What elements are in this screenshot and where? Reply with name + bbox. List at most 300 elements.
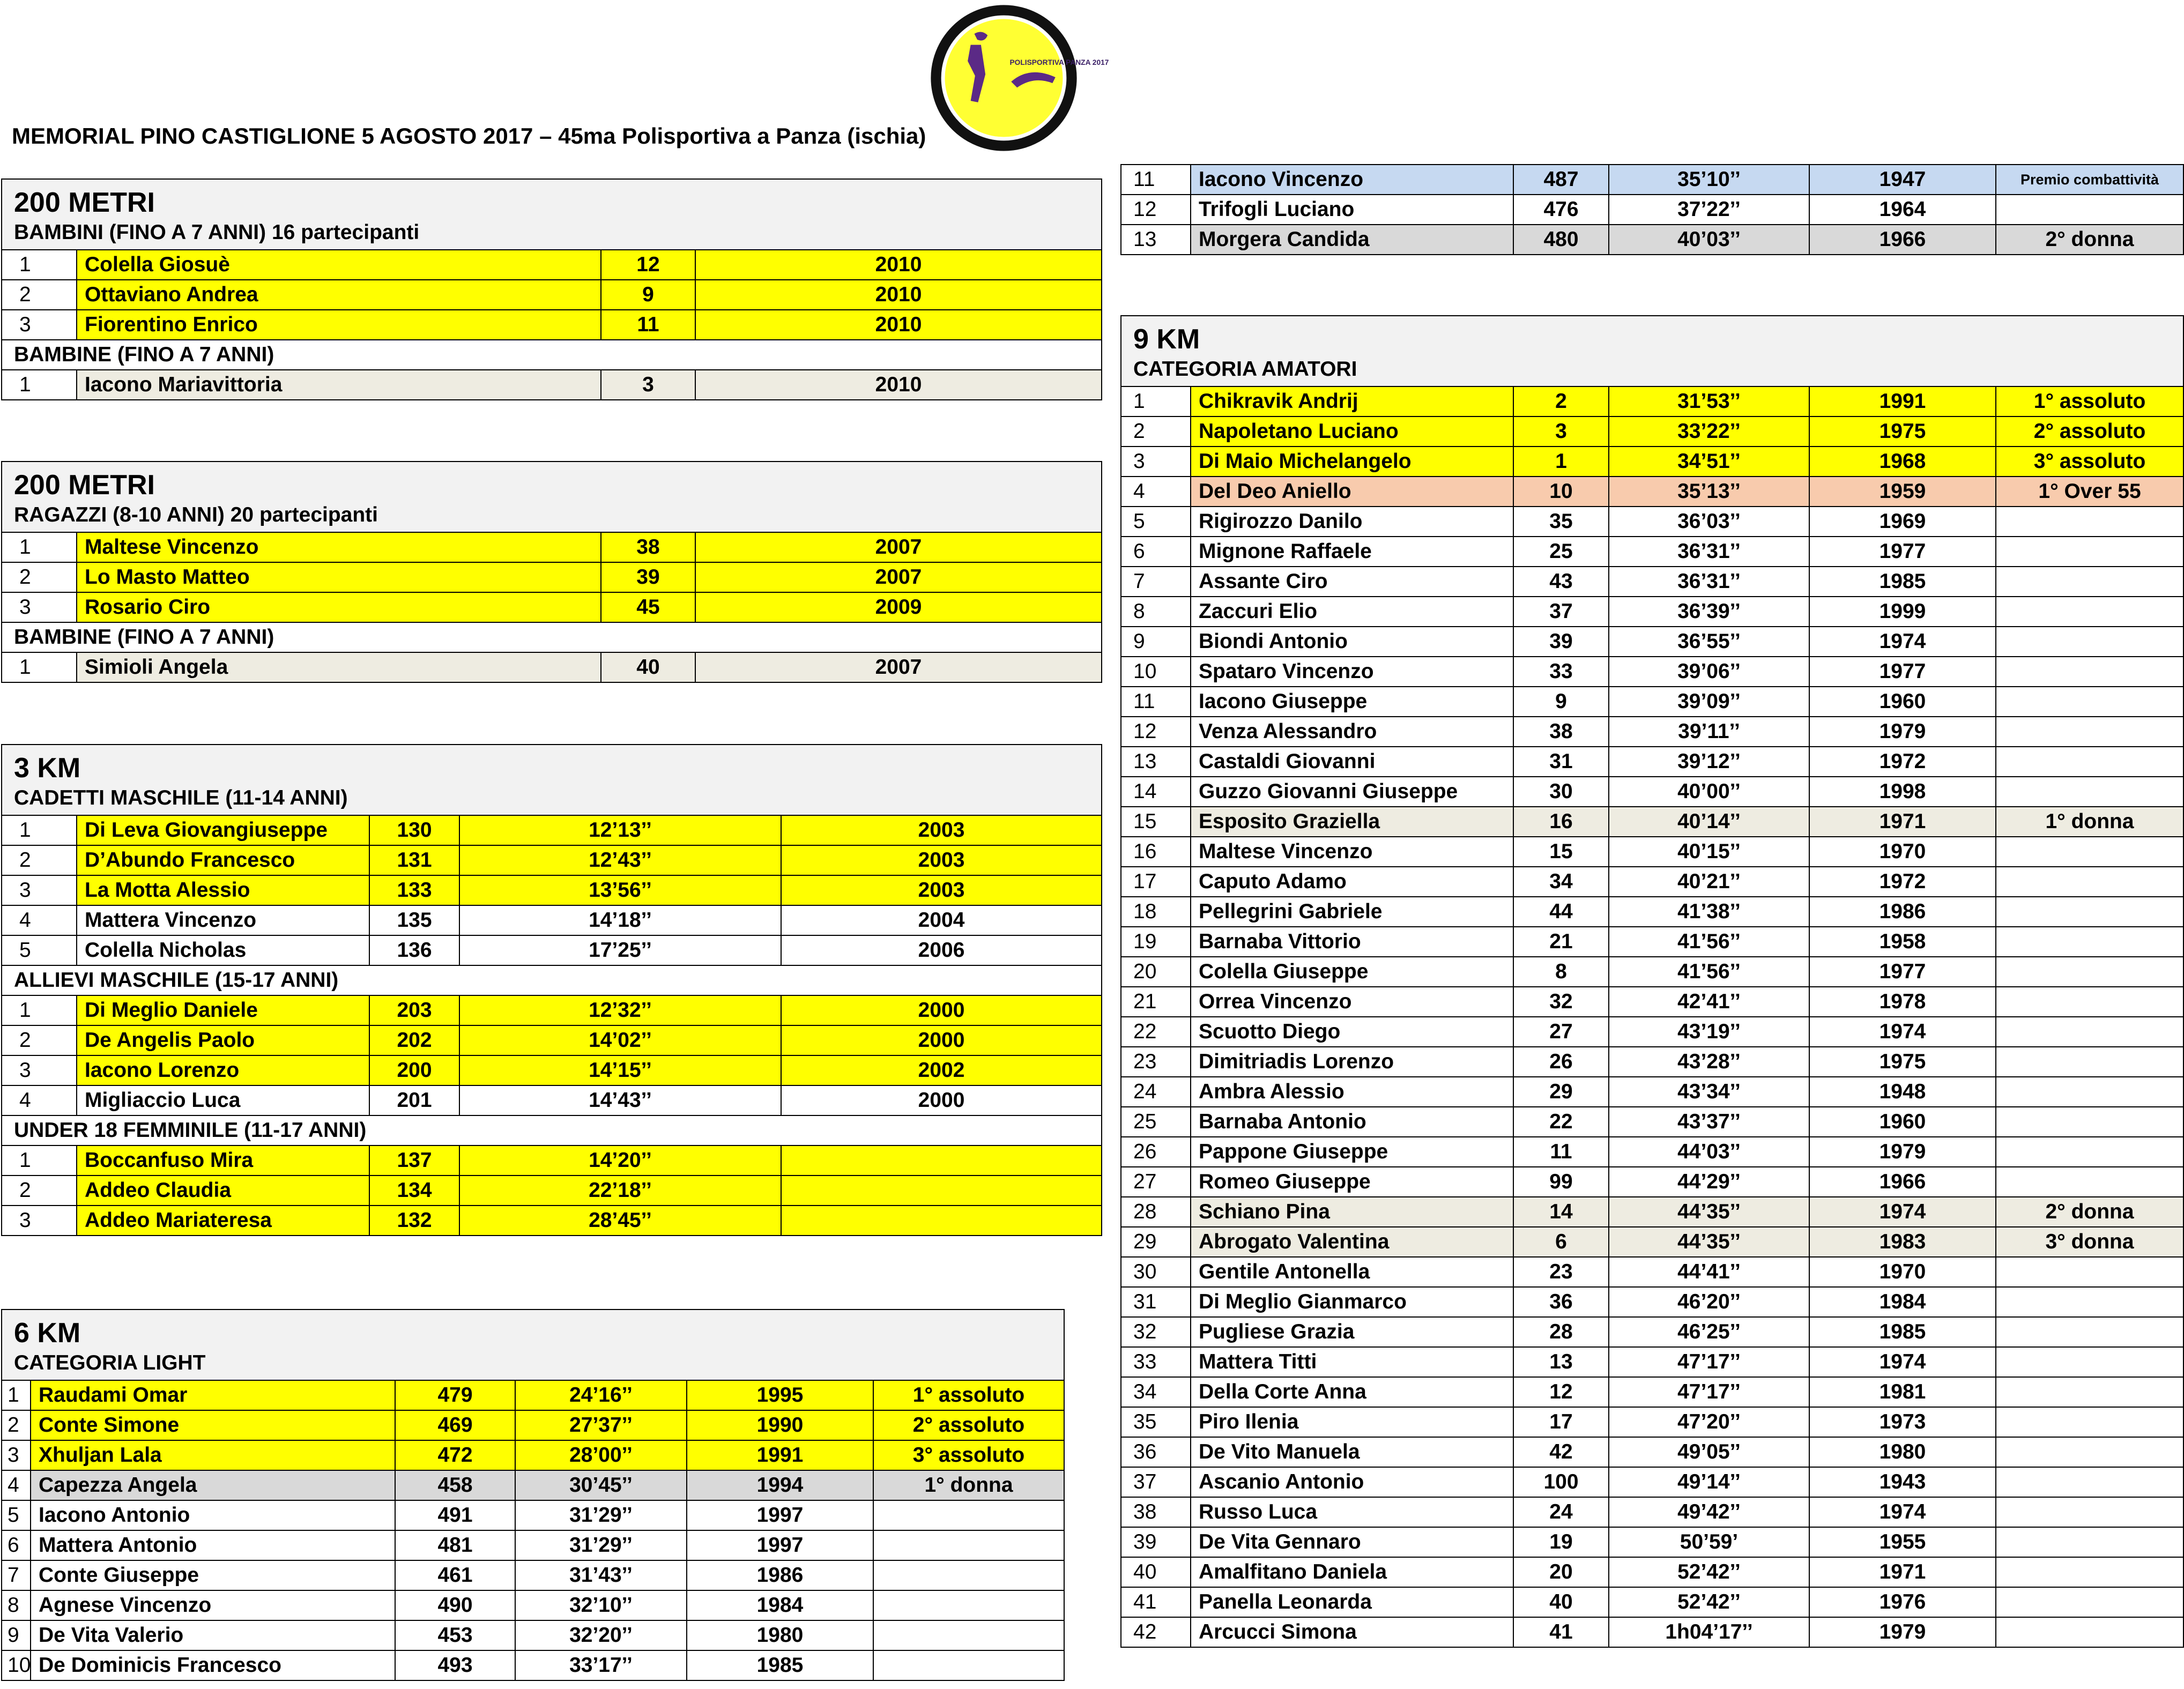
table-row [1121, 1137, 2183, 1167]
value-cell: 3° donna [1996, 1227, 2183, 1257]
value-cell: 1997 [687, 1530, 873, 1560]
value-cell: 1994 [687, 1470, 873, 1500]
value-cell: 11 [601, 310, 695, 340]
rank-cell: 11 [1121, 165, 1191, 195]
value-cell: 458 [395, 1470, 515, 1500]
table-row [1121, 987, 2183, 1017]
value-cell: 40’21’’ [1609, 867, 1809, 897]
value-cell [1996, 627, 2183, 657]
value-cell: 1975 [1809, 1047, 1996, 1077]
value-cell: 461 [395, 1560, 515, 1590]
value-cell: 40 [1513, 1587, 1609, 1617]
value-cell: 1995 [687, 1380, 873, 1410]
table-row [2, 1620, 1064, 1650]
value-cell: 3 [601, 370, 695, 400]
rank-cell: 8 [2, 1590, 31, 1620]
rank-cell: 3 [2, 1206, 77, 1236]
value-cell: 13’56’’ [459, 875, 781, 905]
value-cell: 12’32’’ [459, 995, 781, 1025]
rank-cell: 39 [1121, 1527, 1191, 1557]
value-cell: 491 [395, 1500, 515, 1530]
value-cell: 1948 [1809, 1077, 1996, 1107]
value-cell [1996, 537, 2183, 567]
page-title: MEMORIAL PINO CASTIGLIONE 5 AGOSTO 2017 – 45ma Polisportiva a Panza (ischia) [12, 123, 926, 148]
value-cell: 31’53’’ [1609, 386, 1809, 416]
name-cell: Assante Ciro [1191, 567, 1513, 597]
table-row [2, 592, 1102, 622]
value-cell: 36’31’’ [1609, 537, 1809, 567]
value-cell: 1958 [1809, 927, 1996, 957]
value-cell: 1955 [1809, 1527, 1996, 1557]
value-cell: 28’00’’ [515, 1440, 687, 1470]
rank-cell: 4 [2, 1085, 77, 1115]
table-row [2, 1650, 1064, 1680]
name-cell: Arcucci Simona [1191, 1617, 1513, 1647]
value-cell: 12’13’’ [459, 815, 781, 845]
value-cell: 36’39’’ [1609, 597, 1809, 627]
rank-cell: 25 [1121, 1107, 1191, 1137]
name-cell: De Vito Manuela [1191, 1437, 1513, 1467]
value-cell [1996, 1587, 2183, 1617]
value-cell [1996, 987, 2183, 1017]
name-cell: Di Meglio Gianmarco [1191, 1287, 1513, 1317]
value-cell: 49’42’’ [1609, 1497, 1809, 1527]
table-row [1121, 165, 2183, 195]
name-cell: Dimitriadis Lorenzo [1191, 1047, 1513, 1077]
value-cell: 1985 [1809, 567, 1996, 597]
table-row [1121, 537, 2183, 567]
value-cell: 8 [1513, 957, 1609, 987]
table-row [2, 875, 1102, 905]
rank-cell: 30 [1121, 1257, 1191, 1287]
value-cell: 2009 [695, 592, 1102, 622]
table-row [1121, 1527, 2183, 1557]
value-cell: 2007 [695, 562, 1102, 592]
value-cell: 43’28’’ [1609, 1047, 1809, 1077]
value-cell: 2007 [695, 532, 1102, 562]
name-cell: Schiano Pina [1191, 1197, 1513, 1227]
rank-cell: 22 [1121, 1017, 1191, 1047]
value-cell: 36’55’’ [1609, 627, 1809, 657]
rank-cell: 2 [2, 562, 77, 592]
value-cell: 38 [1513, 717, 1609, 747]
value-cell: 34’51’’ [1609, 447, 1809, 477]
value-cell: 1974 [1809, 1197, 1996, 1227]
name-cell: Caputo Adamo [1191, 867, 1513, 897]
rank-cell: 21 [1121, 987, 1191, 1017]
name-cell: Morgera Candida [1191, 225, 1513, 255]
name-cell: Iacono Giuseppe [1191, 687, 1513, 717]
rank-cell: 1 [1121, 386, 1191, 416]
value-cell: 44’41’’ [1609, 1257, 1809, 1287]
value-cell: 1966 [1809, 1167, 1996, 1197]
value-cell: 1974 [1809, 1017, 1996, 1047]
table-row [2, 1410, 1064, 1440]
name-cell: Iacono Lorenzo [77, 1055, 369, 1085]
value-cell: 44’35’’ [1609, 1227, 1809, 1257]
name-cell: Napoletano Luciano [1191, 416, 1513, 447]
value-cell: 472 [395, 1440, 515, 1470]
value-cell: 201 [369, 1085, 459, 1115]
value-cell: 1970 [1809, 837, 1996, 867]
value-cell: 1973 [1809, 1407, 1996, 1437]
value-cell: 2° assoluto [1996, 416, 2183, 447]
name-cell: Rosario Ciro [77, 592, 601, 622]
table-row [2, 995, 1102, 1025]
value-cell: 487 [1513, 165, 1609, 195]
table-row [2, 250, 1102, 280]
name-cell: De Vita Valerio [31, 1620, 395, 1650]
value-cell: 14’15’’ [459, 1055, 781, 1085]
table-3km [1, 744, 1102, 1236]
name-cell: Conte Giuseppe [31, 1560, 395, 1590]
value-cell: 41’56’’ [1609, 957, 1809, 987]
value-cell: 23 [1513, 1257, 1609, 1287]
value-cell: 24 [1513, 1497, 1609, 1527]
table-row [2, 845, 1102, 875]
value-cell: 31’29’’ [515, 1530, 687, 1560]
value-cell: 1977 [1809, 957, 1996, 987]
table-row [2, 1145, 1102, 1175]
value-cell [1996, 597, 2183, 627]
rank-cell: 16 [1121, 837, 1191, 867]
value-cell: 1972 [1809, 747, 1996, 777]
rank-cell: 7 [2, 1560, 31, 1590]
rank-cell: 12 [1121, 717, 1191, 747]
table-row [1121, 477, 2183, 507]
table-row [1121, 837, 2183, 867]
value-cell: 17 [1513, 1407, 1609, 1437]
value-cell [781, 1145, 1102, 1175]
value-cell [1996, 867, 2183, 897]
value-cell: 37 [1513, 597, 1609, 627]
value-cell [1996, 717, 2183, 747]
value-cell: 40’14’’ [1609, 807, 1809, 837]
name-cell: Boccanfuso Mira [77, 1145, 369, 1175]
category-label: BAMBINE (FINO A 7 ANNI) [2, 622, 1102, 652]
value-cell: 479 [395, 1380, 515, 1410]
value-cell: 14’18’’ [459, 905, 781, 935]
table-row [1121, 1257, 2183, 1287]
value-cell: 1999 [1809, 597, 1996, 627]
rank-cell: 1 [2, 250, 77, 280]
value-cell: 30 [1513, 777, 1609, 807]
rank-cell: 13 [1121, 747, 1191, 777]
name-cell: Venza Alessandro [1191, 717, 1513, 747]
table-row [2, 905, 1102, 935]
name-cell: Capezza Angela [31, 1470, 395, 1500]
value-cell: 47’20’’ [1609, 1407, 1809, 1437]
table-200m-bambini [1, 178, 1102, 400]
table-row [2, 652, 1102, 682]
rank-cell: 2 [2, 280, 77, 310]
value-cell: 40 [601, 652, 695, 682]
table-row [1121, 597, 2183, 627]
value-cell: 131 [369, 845, 459, 875]
name-cell: Di Meglio Daniele [77, 995, 369, 1025]
rank-cell: 13 [1121, 225, 1191, 255]
value-cell: 47’17’’ [1609, 1377, 1809, 1407]
value-cell: 2004 [781, 905, 1102, 935]
value-cell: 1998 [1809, 777, 1996, 807]
value-cell [1996, 195, 2183, 225]
value-cell [1996, 1527, 2183, 1557]
name-cell: Pugliese Grazia [1191, 1317, 1513, 1347]
value-cell: 1984 [1809, 1287, 1996, 1317]
rank-cell: 2 [2, 1410, 31, 1440]
rank-cell: 38 [1121, 1497, 1191, 1527]
value-cell: 137 [369, 1145, 459, 1175]
table-row [1121, 1377, 2183, 1407]
category-label: BAMBINE (FINO A 7 ANNI) [2, 340, 1102, 370]
rank-cell: 3 [2, 1440, 31, 1470]
category-row [2, 1115, 1102, 1145]
rank-cell: 5 [2, 935, 77, 965]
value-cell: 100 [1513, 1467, 1609, 1497]
name-cell: Guzzo Giovanni Giuseppe [1191, 777, 1513, 807]
value-cell: 35 [1513, 507, 1609, 537]
rank-cell: 7 [1121, 567, 1191, 597]
value-cell: 31’43’’ [515, 1560, 687, 1590]
table-row [1121, 687, 2183, 717]
rank-cell: 2 [2, 1175, 77, 1206]
value-cell: 9 [1513, 687, 1609, 717]
table-row [1121, 1347, 2183, 1377]
value-cell: 27’37’’ [515, 1410, 687, 1440]
value-cell: 1968 [1809, 447, 1996, 477]
value-cell [1996, 1557, 2183, 1587]
value-cell: 1990 [687, 1410, 873, 1440]
value-cell: 30’45’’ [515, 1470, 687, 1500]
value-cell: 99 [1513, 1167, 1609, 1197]
name-cell: Zaccuri Elio [1191, 597, 1513, 627]
table-row [2, 935, 1102, 965]
value-cell: 1980 [1809, 1437, 1996, 1467]
name-cell: Ambra Alessio [1191, 1077, 1513, 1107]
value-cell: 31 [1513, 747, 1609, 777]
table-row [2, 1055, 1102, 1085]
value-cell: 42 [1513, 1437, 1609, 1467]
table-row [1121, 957, 2183, 987]
rank-cell: 42 [1121, 1617, 1191, 1647]
value-cell: 41’56’’ [1609, 927, 1809, 957]
value-cell: 1959 [1809, 477, 1996, 507]
value-cell: 43 [1513, 567, 1609, 597]
rank-cell: 14 [1121, 777, 1191, 807]
table-200m-ragazzi [1, 461, 1102, 683]
rank-cell: 15 [1121, 807, 1191, 837]
table-row [2, 370, 1102, 400]
value-cell: 2003 [781, 815, 1102, 845]
name-cell: Romeo Giuseppe [1191, 1167, 1513, 1197]
table-row [2, 1500, 1064, 1530]
value-cell: 1981 [1809, 1377, 1996, 1407]
value-cell: 480 [1513, 225, 1609, 255]
name-cell: Spataro Vincenzo [1191, 657, 1513, 687]
value-cell: 36 [1513, 1287, 1609, 1317]
table-row [1121, 416, 2183, 447]
name-cell: Mattera Antonio [31, 1530, 395, 1560]
name-cell: Esposito Graziella [1191, 807, 1513, 837]
name-cell: De Dominicis Francesco [31, 1650, 395, 1680]
table-row [1121, 927, 2183, 957]
value-cell [781, 1206, 1102, 1236]
table-row [1121, 1077, 2183, 1107]
name-cell: Raudami Omar [31, 1380, 395, 1410]
table-row [2, 1590, 1064, 1620]
table-row [1121, 1407, 2183, 1437]
value-cell: 6 [1513, 1227, 1609, 1257]
value-cell [873, 1500, 1064, 1530]
category-label: UNDER 18 FEMMINILE (11-17 ANNI) [2, 1115, 1102, 1145]
value-cell: 12’43’’ [459, 845, 781, 875]
value-cell: 45 [601, 592, 695, 622]
value-cell [873, 1590, 1064, 1620]
rank-cell: 29 [1121, 1227, 1191, 1257]
value-cell: 41 [1513, 1617, 1609, 1647]
value-cell: 39’06’’ [1609, 657, 1809, 687]
value-cell: 40’00’’ [1609, 777, 1809, 807]
name-cell: Simioli Angela [77, 652, 601, 682]
rank-cell: 37 [1121, 1467, 1191, 1497]
value-cell: 3° assoluto [1996, 447, 2183, 477]
table-row [1121, 867, 2183, 897]
value-cell: 14’20’’ [459, 1145, 781, 1175]
name-cell: Maltese Vincenzo [77, 532, 601, 562]
value-cell: 36’03’’ [1609, 507, 1809, 537]
rank-cell: 40 [1121, 1557, 1191, 1587]
name-cell: Mattera Vincenzo [77, 905, 369, 935]
name-cell: Di Leva Giovangiuseppe [77, 815, 369, 845]
value-cell: 52’42’’ [1609, 1557, 1809, 1587]
value-cell: 32 [1513, 987, 1609, 1017]
value-cell: 33 [1513, 657, 1609, 687]
section-header: 6 KM CATEGORIA LIGHT [2, 1309, 1064, 1380]
rank-cell: 2 [2, 1025, 77, 1055]
value-cell [1996, 657, 2183, 687]
rank-cell: 1 [2, 532, 77, 562]
name-cell: Pappone Giuseppe [1191, 1137, 1513, 1167]
value-cell: 33’17’’ [515, 1650, 687, 1680]
value-cell: 2000 [781, 995, 1102, 1025]
rank-cell: 36 [1121, 1437, 1191, 1467]
value-cell: 1974 [1809, 1497, 1996, 1527]
section-header: 200 METRI RAGAZZI (8-10 ANNI) 20 partecipanti [2, 462, 1102, 532]
name-cell: Barnaba Antonio [1191, 1107, 1513, 1137]
value-cell: 12 [601, 250, 695, 280]
value-cell: 1984 [687, 1590, 873, 1620]
rank-cell: 12 [1121, 195, 1191, 225]
table-row [2, 1206, 1102, 1236]
value-cell: 35’13’’ [1609, 477, 1809, 507]
name-cell: Iacono Mariavittoria [77, 370, 601, 400]
value-cell: 1985 [687, 1650, 873, 1680]
value-cell [1996, 897, 2183, 927]
value-cell: 41’38’’ [1609, 897, 1809, 927]
table-row [1121, 717, 2183, 747]
rank-cell: 1 [2, 815, 77, 845]
table-row [1121, 1467, 2183, 1497]
table-row [2, 1470, 1064, 1500]
value-cell: 1983 [1809, 1227, 1996, 1257]
value-cell [1996, 1467, 2183, 1497]
value-cell: 1969 [1809, 507, 1996, 537]
name-cell: Xhuljan Lala [31, 1440, 395, 1470]
name-cell: Castaldi Giovanni [1191, 747, 1513, 777]
name-cell: Maltese Vincenzo [1191, 837, 1513, 867]
table-row [1121, 507, 2183, 537]
value-cell [1996, 1287, 2183, 1317]
table-6km [1, 1309, 1065, 1681]
rank-cell: 28 [1121, 1197, 1191, 1227]
value-cell: 1h04’17’’ [1609, 1617, 1809, 1647]
value-cell: 46’25’’ [1609, 1317, 1809, 1347]
value-cell: 33’22’’ [1609, 416, 1809, 447]
table-row [1121, 1167, 2183, 1197]
name-cell: De Angelis Paolo [77, 1025, 369, 1055]
value-cell: 1947 [1809, 165, 1996, 195]
rank-cell: 3 [2, 310, 77, 340]
rank-cell: 9 [2, 1620, 31, 1650]
value-cell [1996, 687, 2183, 717]
value-cell: 39’11’’ [1609, 717, 1809, 747]
value-cell: 1964 [1809, 195, 1996, 225]
rank-cell: 8 [1121, 597, 1191, 627]
table-row [1121, 1107, 2183, 1137]
table-row [1121, 225, 2183, 255]
table-row [1121, 657, 2183, 687]
value-cell: 14 [1513, 1197, 1609, 1227]
value-cell: 32’20’’ [515, 1620, 687, 1650]
table-row [1121, 1017, 2183, 1047]
value-cell: 1980 [687, 1620, 873, 1650]
value-cell: 1972 [1809, 867, 1996, 897]
value-cell: 3 [1513, 416, 1609, 447]
table-9km [1120, 315, 2184, 1648]
table-row [2, 1440, 1064, 1470]
table-row [1121, 195, 2183, 225]
value-cell [1996, 1377, 2183, 1407]
category-row [2, 622, 1102, 652]
rank-cell: 18 [1121, 897, 1191, 927]
value-cell: 1975 [1809, 416, 1996, 447]
value-cell: 27 [1513, 1017, 1609, 1047]
rank-cell: 20 [1121, 957, 1191, 987]
name-cell: Colella Giuseppe [1191, 957, 1513, 987]
value-cell: 40’15’’ [1609, 837, 1809, 867]
value-cell: 44 [1513, 897, 1609, 927]
rank-cell: 23 [1121, 1047, 1191, 1077]
value-cell: 44’03’’ [1609, 1137, 1809, 1167]
name-cell: Mattera Titti [1191, 1347, 1513, 1377]
value-cell: 36’31’’ [1609, 567, 1809, 597]
value-cell: 2006 [781, 935, 1102, 965]
table-row [1121, 897, 2183, 927]
value-cell [1996, 1017, 2183, 1047]
value-cell: 481 [395, 1530, 515, 1560]
value-cell: 2 [1513, 386, 1609, 416]
table-row [1121, 747, 2183, 777]
rank-cell: 5 [2, 1500, 31, 1530]
rank-cell: 1 [2, 1145, 77, 1175]
name-cell: Chikravik Andrij [1191, 386, 1513, 416]
value-cell: 1 [1513, 447, 1609, 477]
value-cell: 28’45’’ [459, 1206, 781, 1236]
rank-cell: 19 [1121, 927, 1191, 957]
value-cell: 17’25’’ [459, 935, 781, 965]
value-cell [1996, 927, 2183, 957]
value-cell: 49’05’’ [1609, 1437, 1809, 1467]
